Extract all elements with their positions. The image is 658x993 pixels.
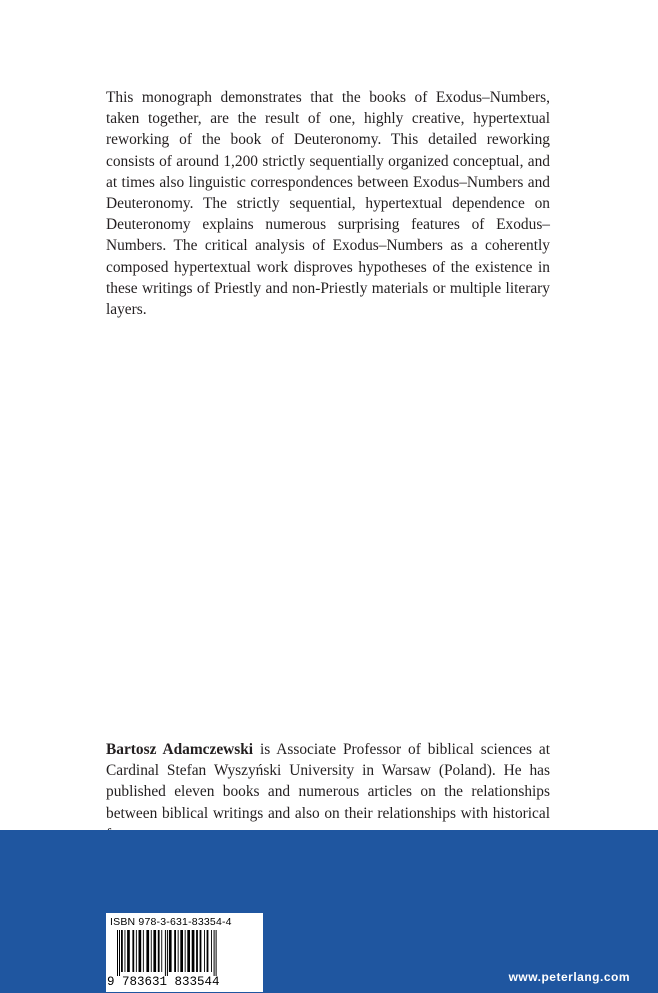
- barcode-bar: [174, 930, 176, 972]
- barcode-bar: [151, 930, 152, 972]
- barcode-bar: [169, 930, 172, 972]
- barcode-bar: [207, 930, 209, 972]
- author-bio-text: is Associate Professor of biblical sciences at Cardinal Stefan Wyszyński University in Warsaw (Poland). He has published eleven books and numerous articles on the relationships between biblical writings and also on their relationships with historical: [106, 741, 550, 822]
- barcode-bar: [216, 930, 217, 976]
- barcode-bar: [143, 930, 144, 972]
- barcode-bar: [117, 930, 118, 976]
- barcode-bar: [153, 930, 156, 972]
- barcode-bar: [161, 930, 162, 972]
- barcode-bar: [214, 930, 215, 976]
- barcode-bar: [136, 930, 137, 972]
- barcode-bar: [192, 930, 195, 972]
- barcode-bar: [178, 930, 179, 972]
- isbn-label: ISBN 978-3-631-83354-4: [110, 916, 232, 928]
- barcode-bar: [196, 930, 198, 972]
- barcode-digits: 9 783631 833544: [107, 975, 220, 989]
- barcode-bar: [180, 930, 183, 972]
- barcode-bar: [158, 930, 160, 972]
- barcode-bar: [187, 930, 190, 972]
- barcode-bar: [121, 930, 123, 972]
- barcode-bar: [167, 930, 168, 976]
- barcode-bar: [200, 930, 202, 972]
- barcode-bar: [204, 930, 205, 972]
- barcode-bar: [125, 930, 126, 972]
- book-description: This monograph demonstrates that the books of Exodus–Numbers, taken together, are the result of one, highly creative, hypertextual reworking of the book of Deuteronomy. This detailed reworking consists of around 1,200 strictly sequentially organized conceptual, and at times also linguistic correspondences between Exodus–Numbers and Deuteronomy. The strictly sequential, hypertextual dependence on Deuteronomy explains numerous surprising features of Exodus–Numbers. The critical analysis of Exodus–Numbers as a coherently composed hypertextual work disproves hypotheses of the existence in these writings of Priestly and non-Priestly materials or multiple literary layers.: [106, 89, 550, 319]
- barcode-bar: [119, 930, 120, 976]
- publisher-band: [0, 830, 658, 993]
- barcode-bars: [115, 930, 255, 976]
- publisher-url[interactable]: www.peterlang.com: [508, 970, 630, 984]
- barcode-bar: [139, 930, 142, 972]
- barcode-bar: [127, 930, 130, 972]
- author-name: Bartosz Adamczewski: [106, 741, 254, 758]
- barcode-bar: [165, 930, 166, 976]
- barcode-bar: [132, 930, 134, 972]
- barcode-bar: [211, 930, 212, 972]
- barcode-bar: [185, 930, 186, 972]
- barcode-box: [106, 913, 263, 992]
- barcode-bar: [146, 930, 149, 972]
